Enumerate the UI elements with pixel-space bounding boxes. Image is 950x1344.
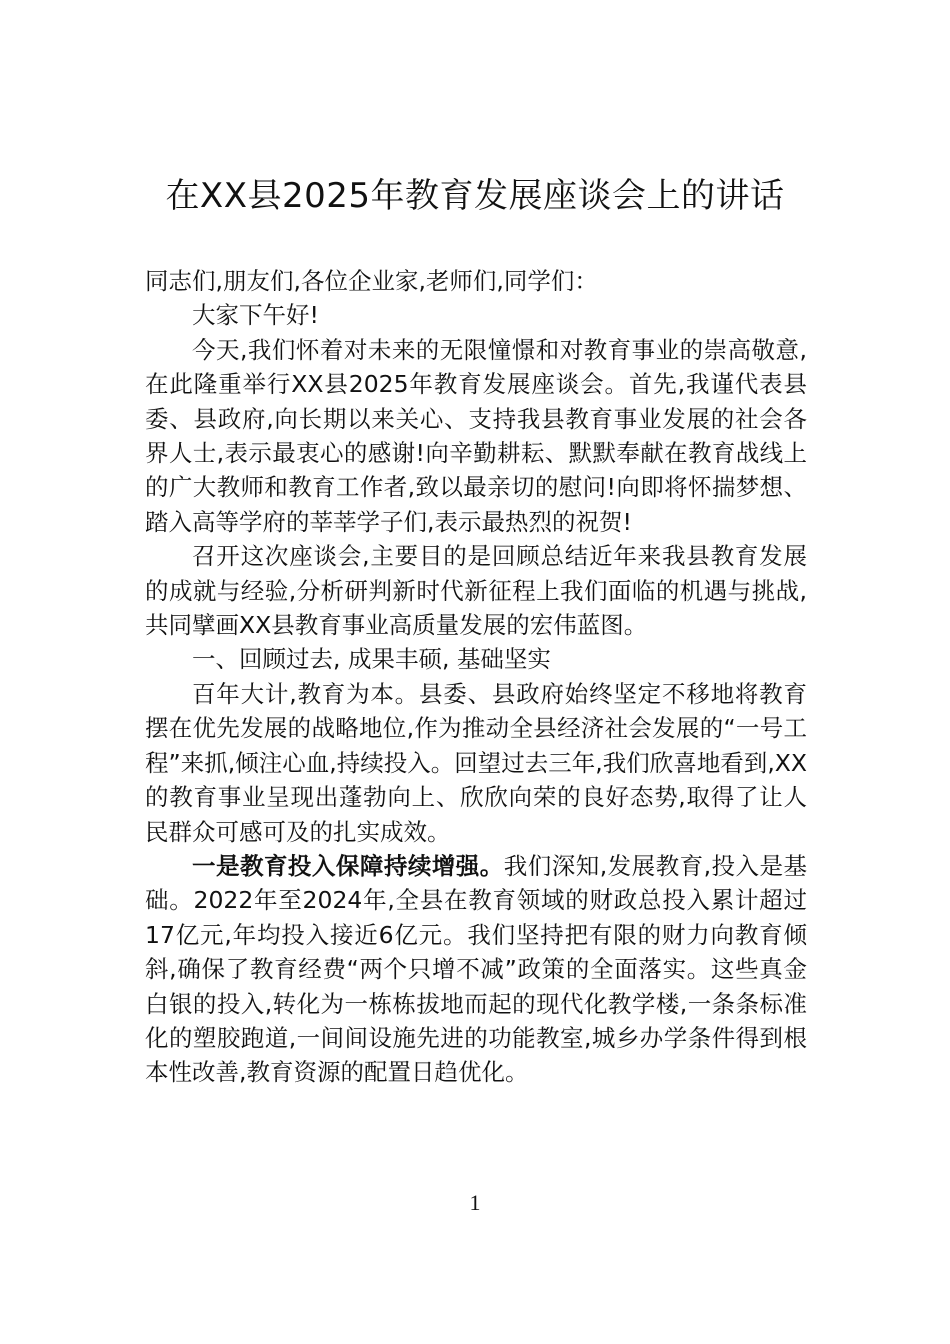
salutation: 同志们,朋友们,各位企业家,老师们,同学们： bbox=[145, 267, 598, 295]
page-number: 1 bbox=[469, 1190, 481, 1215]
paragraph-purpose: 召开这次座谈会,主要目的是回顾总结近年来我县教育发展的成就与经验,分析研判新时代新征程上我们面临的机遇与挑战,共同擘画XX县教育事业高质量发展的宏伟蓝图。 bbox=[145, 542, 807, 640]
document-title: 在XX县2025年教育发展座谈会上的讲话 bbox=[165, 176, 785, 216]
document-body bbox=[145, 264, 807, 1090]
point-one-heading: 一是教育投入保障持续增强。 bbox=[192, 851, 504, 880]
greeting: 大家下午好! bbox=[192, 301, 319, 330]
paragraph-point-one bbox=[145, 849, 807, 1090]
paragraph-opening: 今天,我们怀着对未来的无限憧憬和对教育事业的崇高敬意,在此隆重举行XX县2025年教育发展座谈会。首先,我谨代表县委、县政府,向长期以来关心、支持我县教育事业发展的社会各界人士,表示最衷心的感谢!向辛勤耕耘、默默奉献在教育战线上的广大教师和教育工作者,致以最亲切的慰问!向即将怀揣梦想、踏入高等学府的莘莘学子们,表示最热烈的祝贺! bbox=[145, 335, 807, 536]
section-heading: 一、回顾过去, 成果丰硕, 基础坚实 bbox=[192, 645, 551, 674]
point-one-text: 我们深知,发展教育,投入是基础。2022年至2024年,全县在教育领域的财政总投入累计超过17亿元,年均投入接近6亿元。我们坚持把有限的财力向教育倾斜,确保了教育经费“两个只增不减”政策的全面落实。这些真金白银的投入,转化为一栋栋拔地而起的现代化教学楼,一条条标准化的塑胶跑道,一间间设施先进的功能教室,城乡办学条件得到根本性改善,教育资源的配置日趋优化。 bbox=[145, 851, 807, 1087]
paragraph-review: 百年大计,教育为本。县委、县政府始终坚定不移地将教育摆在优先发展的战略地位,作为推动全县经济社会发展的“一号工程”来抓,倾注心血,持续投入。回望过去三年,我们欣喜地看到,XX的教育事业呈现出蓬勃向上、欣欣向荣的良好态势,取得了让人民群众可感可及的扎实成效。 bbox=[145, 679, 807, 846]
